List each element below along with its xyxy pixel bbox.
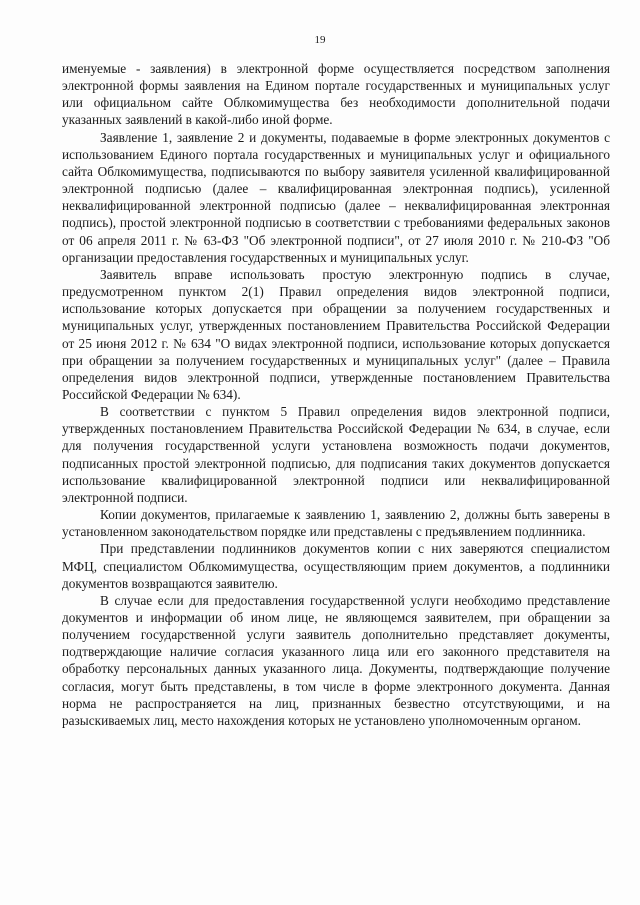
paragraph-rule-5: В соответствии с пунктом 5 Правил определения видов электронной подписи, утвержденных постановлением Правительства Российской Федерации № 634, в случае, если для получения государственной услуги установлена возможность подачи документов, подписанных простой электронной подписью, для подписания таких документов допускается использование квалифицированной электронной подписи или неквалифицированной электронной подписи. [62,404,610,505]
paragraph-originals: При представлении подлинников документов копии с них заверяются специалистом МФЦ, специалистом Облкомимущества, осуществляющим прием документов, а подлинники документов возвращаются заявителю. [62,541,610,591]
paragraph-continuation: именуемые - заявления) в электронной форме осуществляется посредством заполнения электронной формы заявления на Едином портале государственных и муниципальных услуг или официальном сайте Облкомимущества без необходимости дополнительной подачи указанных заявлений в какой-либо иной форме. [62,61,610,128]
paragraph-electronic-signature: Заявление 1, заявление 2 и документы, подаваемые в форме электронных документов с использованием Единого портала государственных и муниципальных услуг и официального сайта Облкомимущества, подписываются по выбору заявителя усиленной квалифицированной электронной подписью (далее – квалифицированная электронная подпись), усиленной неквалифицированной электронной подписью (далее – неквалифицированная электронная подпись), простой электронной подписью в соответствии с требованиями федеральных законов от 06 апреля 2011 г. № 63-ФЗ "Об электронной подписи", от 27 июля 2010 г. № 210-ФЗ "Об организации предоставления государственных и муниципальных услуг. [62,129,610,265]
page-number: 19 [314,34,326,46]
document-body [62,60,610,729]
paragraph-simple-signature: Заявитель вправе использовать простую электронную подпись в случае, предусмотренном пунктом 2(1) Правил определения видов электронной подписи, использование которых допускается при обращении за получением государственных и муниципальных услуг, утвержденных постановлением Правительства Российской Федерации от 25 июня 2012 г. № 634 "О видах электронной подписи, использование которых допускается при обращении за получением государственных и муниципальных услуг" (далее – Правила определения видов электронной подписи, утвержденные постановлением Правительства Российской Федерации № 634). [62,266,610,402]
paragraph-copies: Копии документов, прилагаемые к заявлению 1, заявлению 2, должны быть заверены в установленном законодательством порядке или представлены с предъявлением подлинника. [62,507,610,540]
paragraph-consent: В случае если для предоставления государственной услуги необходимо представление документов и информации об ином лице, не являющемся заявителем, при обращении за получением государственной услуги заявитель дополнительно представляет документы, подтверждающие наличие согласия указанного лица или его законного представителя на обработку персональных данных указанного лица. Документы, подтверждающие получение согласия, могут быть представлены, в том числе в форме электронного документа. Данная норма не распространяется на лиц, признанных безвестно отсутствующими, и на разыскиваемых лиц, место нахождения которых не установлено уполномоченным органом. [62,592,610,728]
